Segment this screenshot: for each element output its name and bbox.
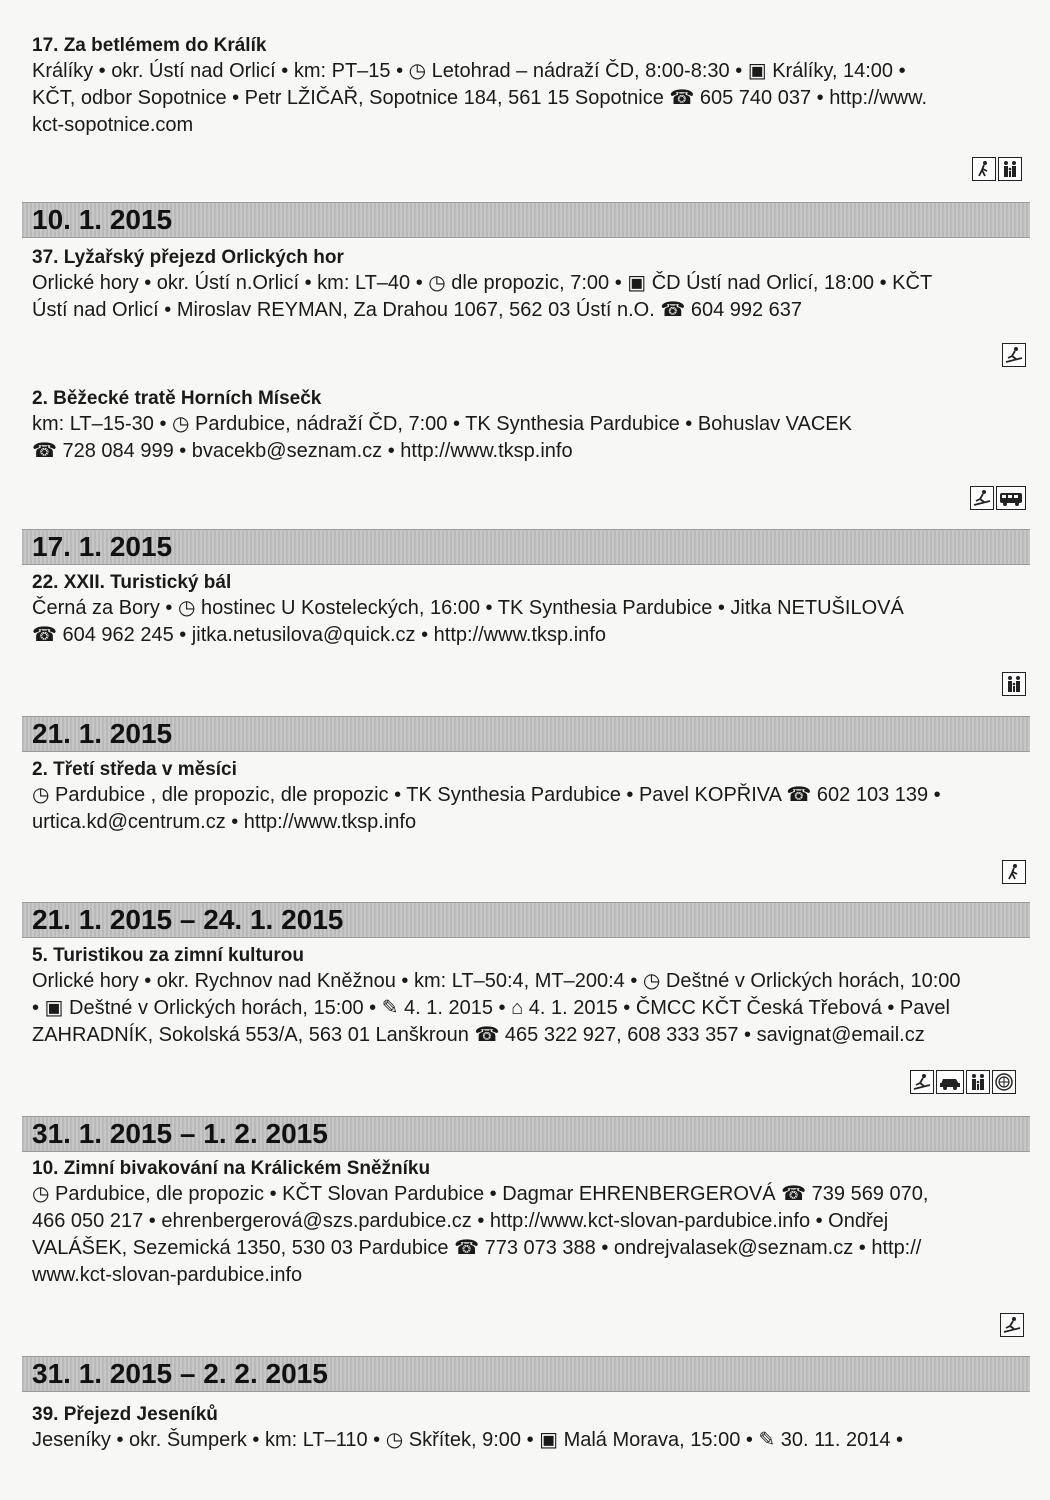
event-title: 5. Turistikou za zimní kulturou: [32, 945, 305, 966]
event-icons: [1002, 672, 1026, 696]
event-icons: [1002, 343, 1026, 367]
event-title: 37. Lyžařský přejezd Orlických hor: [32, 247, 344, 268]
event-entry: [32, 34, 1032, 139]
family-icon: [998, 157, 1022, 181]
event-line: Orlické hory • okr. Ústí n.Orlicí • km: LT–40 • ◷ dle propozic, 7:00 • ▣ ČD Ústí nad Orlicí, 18:00 • KČT: [32, 272, 933, 294]
skier-icon: [910, 1070, 934, 1094]
event-entry: [32, 758, 1032, 836]
event-entry: [32, 1157, 1032, 1289]
event-line: kct-sopotnice.com: [32, 114, 194, 136]
event-title: 22. XXII. Turistický bál: [32, 572, 232, 593]
event-title: 2. Třetí středa v měsíci: [32, 759, 237, 780]
hiker-icon: [972, 157, 996, 181]
event-icons: [1000, 1313, 1024, 1337]
event-line: Králíky • okr. Ústí nad Orlicí • km: PT–15 • ◷ Letohrad – nádraží ČD, 8:00-8:30 • ▣ Králíky, 14:00 •: [32, 60, 906, 82]
event-entry: [32, 387, 1032, 465]
badge-icon: [992, 1070, 1016, 1094]
event-line: Orlické hory • okr. Rychnov nad Kněžnou • km: LT–50:4, MT–200:4 • ◷ Deštné v Orlických horách, 10:00: [32, 970, 961, 992]
event-title: 10. Zimní bivakování na Králickém Sněžníku: [32, 1158, 431, 1179]
skier-icon: [970, 486, 994, 510]
event-line: VALÁŠEK, Sezemická 1350, 530 03 Pardubice ☎ 773 073 388 • ondrejvalasek@seznam.cz • http://: [32, 1237, 922, 1259]
event-icons: [970, 486, 1026, 510]
event-title: 17. Za betlémem do Králík: [32, 35, 267, 56]
family-icon: [1002, 672, 1026, 696]
event-line: 466 050 217 • ehrenbergerová@szs.pardubice.cz • http://www.kct-slovan-pardubice.info • Ondřej: [32, 1210, 889, 1232]
date-heading: 31. 1. 2015 – 2. 2. 2015: [22, 1356, 1030, 1392]
date-heading: 31. 1. 2015 – 1. 2. 2015: [22, 1116, 1030, 1152]
event-icons: [910, 1070, 1016, 1094]
event-line: ◷ Pardubice , dle propozic, dle propozic • TK Synthesia Pardubice • Pavel KOPŘIVA ☎ 602 103 139 •: [32, 784, 941, 806]
skier-icon: [1002, 343, 1026, 367]
event-line: urtica.kd@centrum.cz • http://www.tksp.info: [32, 811, 417, 833]
event-line: • ▣ Deštné v Orlických horách, 15:00 • ✎ 4. 1. 2015 • ⌂ 4. 1. 2015 • ČMCC KČT Česká Třebová • Pavel: [32, 997, 950, 1019]
event-entry: [32, 1403, 1032, 1454]
event-title: 39. Přejezd Jeseníků: [32, 1404, 218, 1425]
event-line: ◷ Pardubice, dle propozic • KČT Slovan Pardubice • Dagmar EHRENBERGEROVÁ ☎ 739 569 070,: [32, 1183, 929, 1205]
event-entry: [32, 246, 1032, 324]
event-line: Černá za Bory • ◷ hostinec U Kosteleckých, 16:00 • TK Synthesia Pardubice • Jitka NETUŠILOVÁ: [32, 597, 904, 619]
date-heading: 21. 1. 2015 – 24. 1. 2015: [22, 902, 1030, 938]
event-line: ☎ 604 962 245 • jitka.netusilova@quick.cz • http://www.tksp.info: [32, 624, 606, 646]
event-icons: [972, 157, 1022, 181]
date-heading: 17. 1. 2015: [22, 529, 1030, 565]
bus-icon: [996, 486, 1026, 510]
event-line: Ústí nad Orlicí • Miroslav REYMAN, Za Drahou 1067, 562 03 Ústí n.O. ☎ 604 992 637: [32, 299, 803, 321]
event-line: ☎ 728 084 999 • bvacekb@seznam.cz • http://www.tksp.info: [32, 440, 573, 462]
skier-icon: [1000, 1313, 1024, 1337]
car-icon: [936, 1070, 964, 1094]
family-icon: [966, 1070, 990, 1094]
event-entry: [32, 944, 1032, 1049]
event-line: km: LT–15-30 • ◷ Pardubice, nádraží ČD, 7:00 • TK Synthesia Pardubice • Bohuslav VACEK: [32, 413, 852, 435]
event-entry: [32, 571, 1032, 649]
date-heading: 10. 1. 2015: [22, 202, 1030, 238]
event-icons: [1002, 860, 1026, 884]
event-title: 2. Běžecké tratě Horních Mísečk: [32, 388, 322, 409]
event-line: www.kct-slovan-pardubice.info: [32, 1264, 303, 1286]
hiker-icon: [1002, 860, 1026, 884]
event-line: ZAHRADNÍK, Sokolská 553/A, 563 01 Lanškroun ☎ 465 322 927, 608 333 357 • savignat@email.cz: [32, 1024, 925, 1046]
event-line: Jeseníky • okr. Šumperk • km: LT–110 • ◷ Skřítek, 9:00 • ▣ Malá Morava, 15:00 • ✎ 30. 11. 2014 •: [32, 1429, 904, 1451]
date-heading: 21. 1. 2015: [22, 716, 1030, 752]
event-line: KČT, odbor Sopotnice • Petr LŽIČAŘ, Sopotnice 184, 561 15 Sopotnice ☎ 605 740 037 • http://www.: [32, 87, 927, 109]
